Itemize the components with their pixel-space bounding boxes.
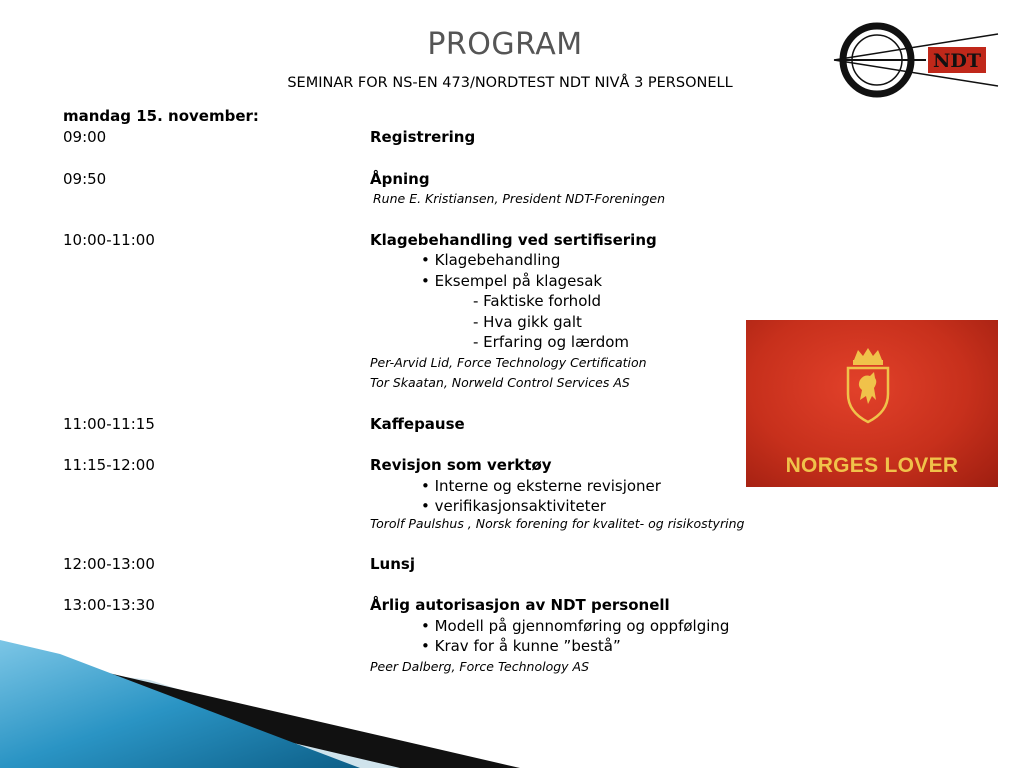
bullet-aut-2: • Krav for å kunne ”bestå” [421, 637, 621, 655]
ndt-logo [832, 20, 1000, 100]
book-caption: NORGES LOVER [785, 454, 959, 477]
time-rev: 11:15-12:00 [63, 456, 155, 474]
time-aut: 13:00-13:30 [63, 596, 155, 614]
ndt-logo-text: NDT [933, 50, 981, 72]
speaker-klage-1: Per-Arvid Lid, Force Technology Certification [370, 355, 647, 370]
speaker-rev: Torolf Paulshus , Norsk forening for kvalitet- og risikostyring [370, 516, 745, 531]
time-reg: 09:00 [63, 128, 107, 146]
session-title-kaffe: Kaffepause [370, 415, 465, 433]
coat-of-arms-icon [842, 346, 894, 424]
bullet-rev-2: • verifikasjonsaktiviteter [421, 497, 606, 515]
day-heading: mandag 15. november: [63, 107, 259, 125]
page-subtitle: SEMINAR FOR NS-EN 473/NORDTEST NDT NIVÅ 3 PERSONELL [287, 75, 733, 91]
session-title-klage: Klagebehandling ved sertifisering [370, 231, 657, 249]
speaker-klage-2: Tor Skaatan, Norweld Control Services AS [370, 375, 630, 390]
time-open: 09:50 [63, 170, 107, 188]
time-lunsj: 12:00-13:00 [63, 555, 155, 573]
bullet-rev-1: • Interne og eksterne revisjoner [421, 477, 661, 495]
speaker-open: Rune E. Kristiansen, President NDT-Foreningen [373, 191, 666, 206]
page-title: PROGRAM [427, 27, 583, 62]
speaker-aut: Peer Dalberg, Force Technology AS [370, 659, 590, 674]
time-kaffe: 11:00-11:15 [63, 415, 155, 433]
subbullet-klage-3: - Erfaring og lærdom [473, 333, 630, 351]
norges-lover-image [746, 320, 998, 487]
decorative-swoosh [0, 640, 520, 768]
time-klage: 10:00-11:00 [63, 231, 155, 249]
session-title-aut: Årlig autorisasjon av NDT personell [370, 596, 670, 614]
session-title-rev: Revisjon som verktøy [370, 456, 552, 474]
bullet-aut-1: • Modell på gjennomføring og oppfølging [421, 617, 730, 635]
bullet-klage-2: • Eksempel på klagesak [421, 272, 603, 290]
bullet-klage-1: • Klagebehandling [421, 251, 561, 269]
subbullet-klage-1: - Faktiske forhold [473, 292, 602, 310]
session-title-reg: Registrering [370, 128, 476, 146]
subbullet-klage-2: - Hva gikk galt [473, 313, 582, 331]
session-title-open: Åpning [370, 170, 430, 188]
session-title-lunsj: Lunsj [370, 555, 415, 573]
